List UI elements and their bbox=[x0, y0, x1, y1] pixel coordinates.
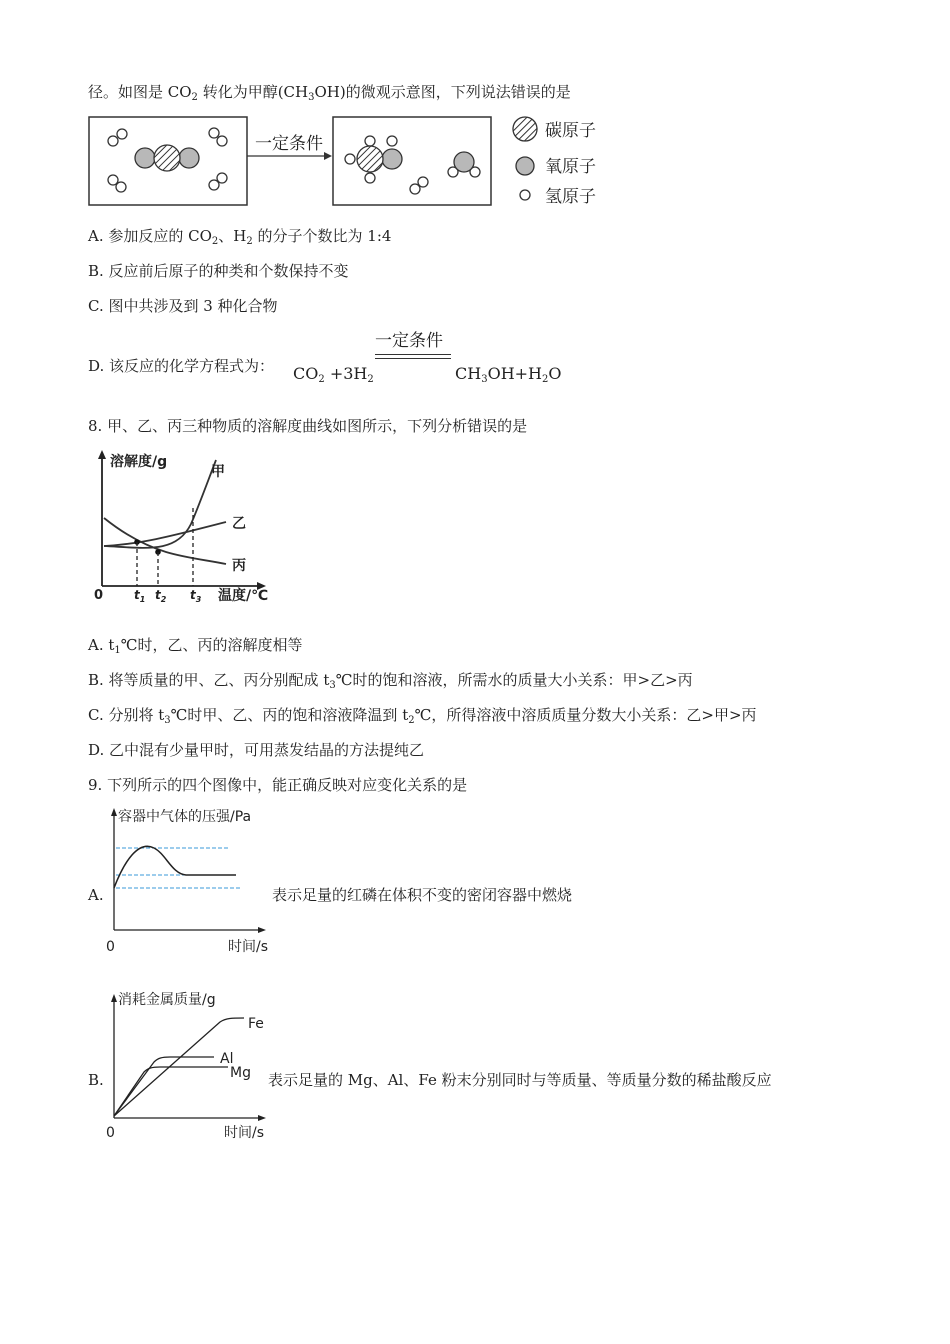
series-label-mg: Mg bbox=[230, 1065, 251, 1081]
series-mg-line bbox=[114, 1067, 228, 1116]
q7-equation-left: $CO_2 +3H_2$ bbox=[293, 364, 374, 385]
y-axis-arrow bbox=[111, 994, 117, 1002]
q8-stem: 8. 甲、乙、丙三种物质的溶解度曲线如图所示，下列分析错误的是 bbox=[88, 417, 528, 435]
q9-a-description: 表示足量的红磷在体积不变的密闭容器中燃烧 bbox=[272, 886, 573, 904]
origin-label: 0 bbox=[106, 1125, 115, 1141]
legend bbox=[513, 117, 596, 207]
tick-t3: $t_3$ bbox=[190, 588, 202, 604]
q7-equation-condition: 一定条件 bbox=[375, 331, 443, 351]
origin-label: 0 bbox=[94, 588, 104, 603]
carbon-legend-label: 碳原子 bbox=[545, 121, 596, 141]
h2-molecule bbox=[209, 173, 227, 190]
q9-b-description: 表示足量的 Mg、Al、Fe 粉末分别同时与等质量、等质量分数的稀盐酸反应 bbox=[268, 1071, 772, 1089]
q7-equation-right: $CH_3OH+H_2O$ bbox=[455, 364, 562, 385]
tick-t1: $t_1$ bbox=[134, 588, 146, 604]
q9-a-pressure-chart bbox=[100, 802, 290, 958]
x-axis-arrow bbox=[258, 1115, 266, 1121]
q9-stem: 9. 下列所示的四个图像中，能正确反映对应变化关系的是 bbox=[88, 776, 468, 794]
equation-line-top bbox=[375, 354, 451, 355]
x-axis-label: 时间/s bbox=[224, 1125, 265, 1141]
co2-molecule bbox=[135, 145, 199, 171]
h2-molecule bbox=[410, 177, 428, 194]
y-axis-label: 容器中气体的压强/Pa bbox=[118, 809, 252, 825]
q8-solubility-chart bbox=[86, 446, 286, 612]
ch3oh-molecule bbox=[345, 136, 402, 183]
series-al-line bbox=[114, 1057, 214, 1116]
x-axis-arrow bbox=[258, 927, 266, 933]
h2o-molecule bbox=[448, 152, 480, 177]
series-label-fe: Fe bbox=[248, 1016, 264, 1032]
q8-option-c: C. 分别将 $t_3℃$时甲、乙、丙的饱和溶液降温到 $t_2℃$，所得溶液中溶质质量分数大小关系：乙>甲>丙 bbox=[88, 706, 757, 726]
q7-option-c: C. 图中共涉及到 3 种化合物 bbox=[88, 297, 278, 315]
q8-option-a: A. $t_1℃$时，乙、丙的溶解度相等 bbox=[88, 636, 303, 656]
h2-molecule bbox=[108, 175, 126, 192]
oxygen-legend-label: 氧原子 bbox=[545, 157, 596, 177]
pressure-curve bbox=[114, 846, 236, 888]
series-label-yi: 乙 bbox=[232, 516, 246, 532]
series-jia-curve bbox=[104, 460, 216, 548]
series-jia-lower bbox=[104, 562, 161, 568]
tick-t2: $t_2$ bbox=[155, 588, 167, 604]
x-axis-label: 温度/℃ bbox=[218, 588, 269, 604]
series-label-bing: 丙 bbox=[232, 558, 246, 574]
series-label-al: Al bbox=[220, 1051, 234, 1067]
q9-a-label: A. bbox=[88, 886, 104, 904]
hydrogen-legend-label: 氢原子 bbox=[545, 187, 596, 207]
q8-option-d: D. 乙中混有少量甲时，可用蒸发结晶的方法提纯乙 bbox=[88, 741, 425, 759]
h2-molecule bbox=[209, 128, 227, 146]
y-axis-arrow bbox=[111, 808, 117, 816]
q7-option-d-label: D. 该反应的化学方程式为： bbox=[88, 357, 275, 375]
q8-option-b: B. 将等质量的甲、乙、丙分别配成 $t_3℃$时的饱和溶液，所需水的质量大小关系：甲>乙>丙 bbox=[88, 671, 693, 691]
q7-molecule-diagram bbox=[86, 112, 616, 212]
carbon-legend-icon bbox=[513, 117, 537, 141]
y-axis-label: 溶解度/g bbox=[110, 454, 168, 470]
y-axis-label: 消耗金属质量/g bbox=[118, 992, 216, 1008]
origin-label: 0 bbox=[106, 939, 115, 955]
q7-option-a: A. 参加反应的 $CO_2$、$H_2$ 的分子个数比为 1:4 bbox=[88, 227, 392, 247]
q7-intro: 径。如图是 $CO_2$ 转化为甲醇$(CH_3OH)$的微观示意图，下列说法错误的是 bbox=[88, 83, 571, 103]
hydrogen-legend-icon bbox=[520, 190, 530, 200]
equation-line-bottom bbox=[375, 358, 451, 359]
q9-b-metal-chart bbox=[100, 986, 290, 1144]
arrow-label: 一定条件 bbox=[255, 134, 323, 154]
series-label-jia: 甲 bbox=[211, 464, 225, 480]
series-yi-curve bbox=[104, 522, 226, 546]
h2-molecule bbox=[108, 129, 127, 146]
q7-option-b: B. 反应前后原子的种类和个数保持不变 bbox=[88, 262, 349, 280]
y-axis-arrow bbox=[98, 450, 106, 459]
series-bing-curve bbox=[104, 518, 226, 564]
q9-b-label: B. bbox=[88, 1071, 104, 1089]
x-axis-label: 时间/s bbox=[228, 939, 269, 955]
oxygen-legend-icon bbox=[516, 157, 534, 175]
